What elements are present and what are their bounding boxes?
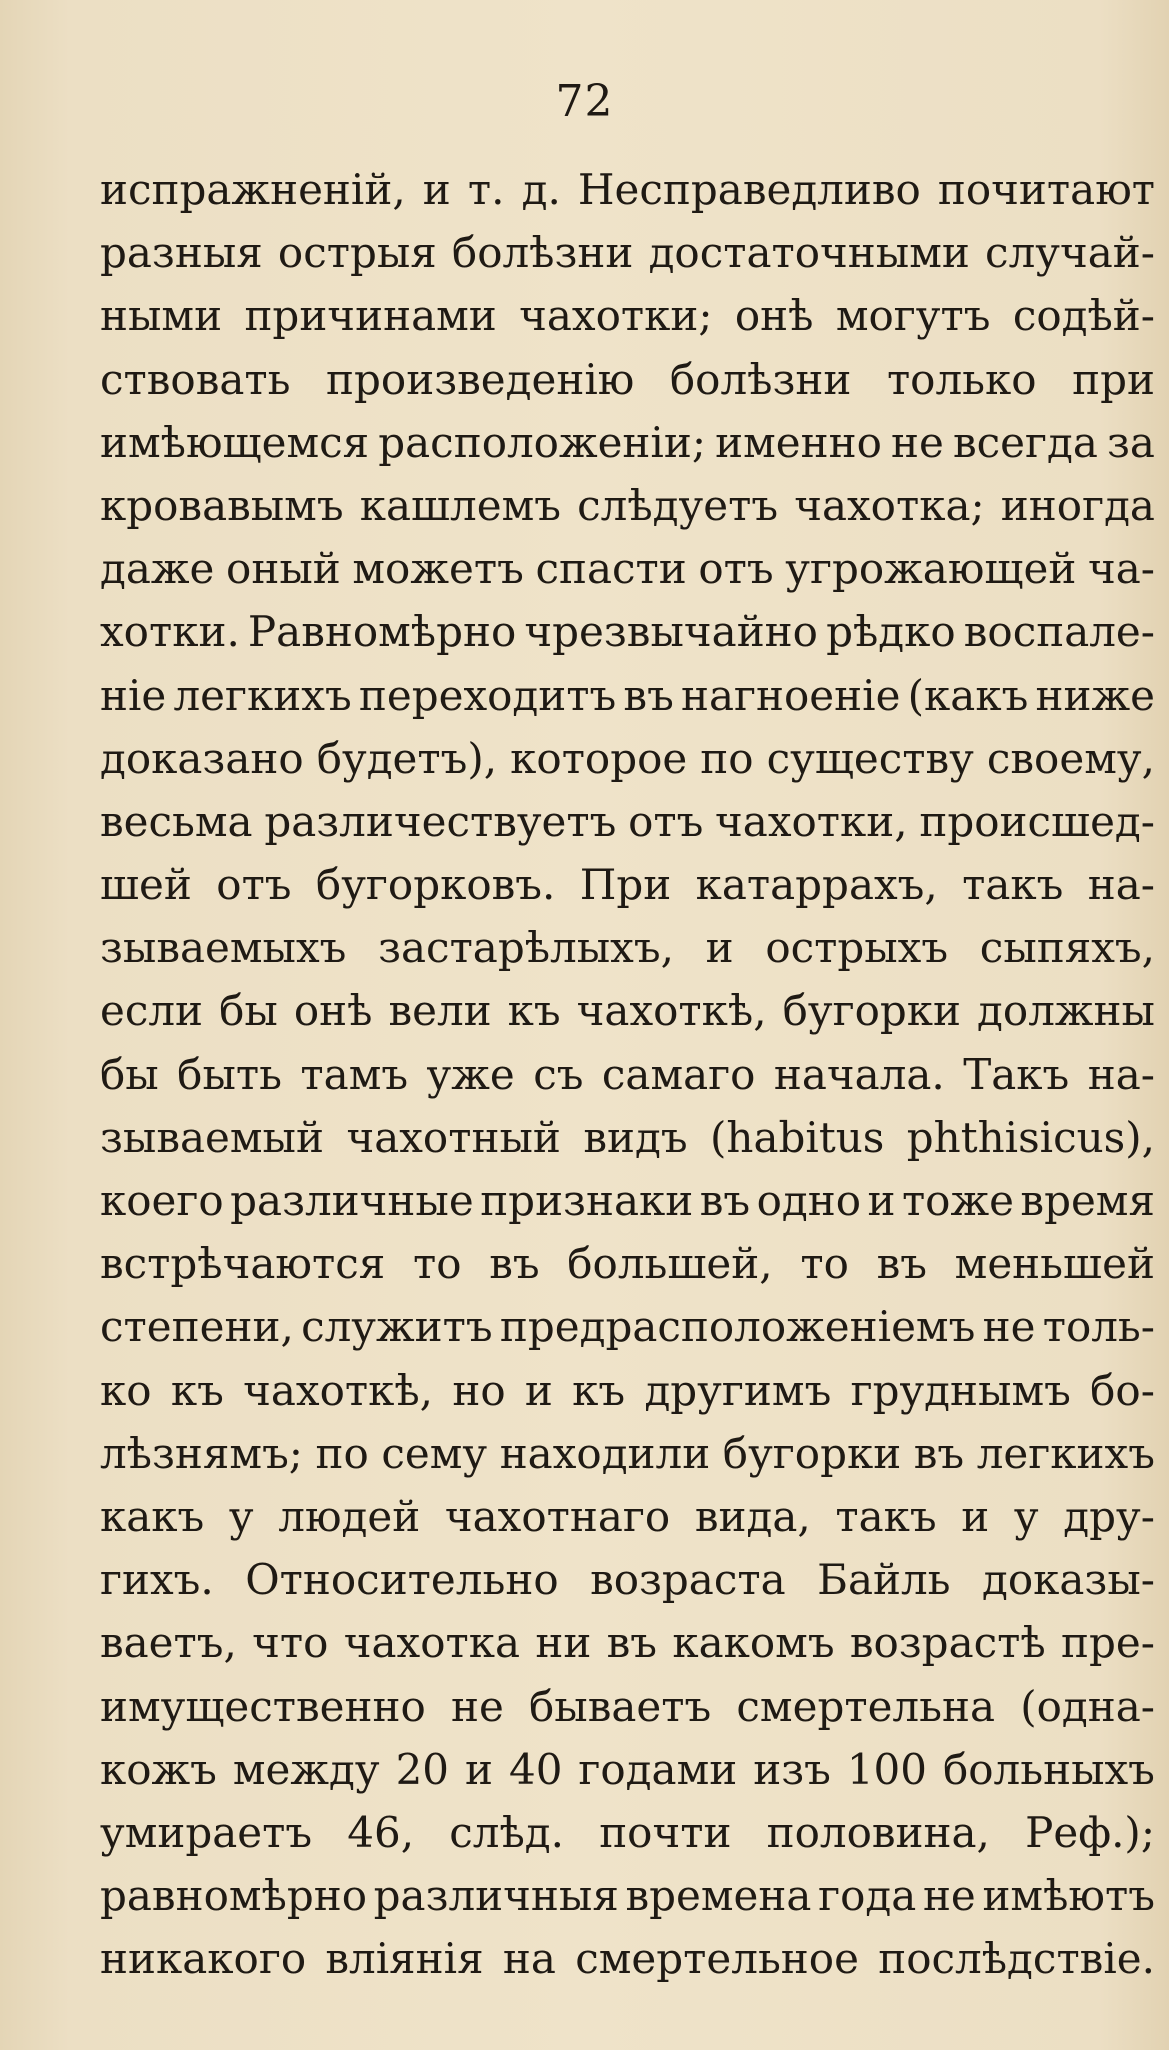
text-line: хотки. Равномѣрно чрезвычайно рѣдко воспале- — [100, 607, 1155, 657]
text-line: кровавымъ кашлемъ слѣдуетъ чахотка; иногда — [100, 480, 1155, 530]
text-line: умираетъ 46, слѣд. почти половина, Реф.); — [100, 1807, 1155, 1857]
text-line: зываемый чахотный видъ (habitus phthisicus), — [100, 1112, 1155, 1162]
text-line: разныя острыя болѣзни достаточными случай- — [100, 228, 1155, 278]
text-line: бы быть тамъ уже съ самаго начала. Такъ на- — [100, 1049, 1155, 1099]
text-line: доказано будетъ), которое по существу своему, — [100, 733, 1155, 783]
text-line: если бы онѣ вели къ чахоткѣ, бугорки должны — [100, 986, 1155, 1036]
text-line: ваетъ, что чахотка ни въ какомъ возрастѣ пре- — [100, 1618, 1155, 1668]
text-line: какъ у людей чахотнаго вида, такъ и у дру- — [100, 1491, 1155, 1541]
text-line: ствовать произведенію болѣзни только при — [100, 354, 1155, 404]
text-line: даже оный можетъ спасти отъ угрожающей ча- — [100, 544, 1155, 594]
text-line: равномѣрно различныя времена года не имѣютъ — [100, 1871, 1155, 1921]
text-line: лѣзнямъ; по сему находили бугорки въ легкихъ — [100, 1428, 1155, 1478]
text-line: никакого вліянія на смертельное послѣдствіе. — [100, 1934, 1155, 1984]
text-line: гихъ. Относительно возраста Байль доказы- — [100, 1555, 1155, 1605]
text-line: имѣющемся расположеніи; именно не всегда за — [100, 417, 1155, 467]
text-line: встрѣчаются то въ большей, то въ меньшей — [100, 1239, 1155, 1289]
text-line: ніе легкихъ переходитъ въ нагноеніе (какъ ниже — [100, 670, 1155, 720]
text-line: коего различные признаки въ одно и тоже время — [100, 1176, 1155, 1225]
text-line: ными причинами чахотки; онѣ могутъ содѣй- — [100, 291, 1155, 341]
body-text — [100, 158, 1155, 1990]
text-line: имущественно не бываетъ смертельна (одна- — [100, 1681, 1155, 1731]
text-line: весьма различествуетъ отъ чахотки, происшед- — [100, 796, 1155, 846]
text-line: ко къ чахоткѣ, но и къ другимъ груднымъ бо- — [100, 1365, 1155, 1415]
text-line: кожъ между 20 и 40 годами изъ 100 больныхъ — [100, 1744, 1155, 1794]
text-line: шей отъ бугорковъ. При катаррахъ, такъ на- — [100, 860, 1155, 910]
text-line: степени, служитъ предрасположеніемъ не толь- — [100, 1302, 1155, 1352]
page-number: 72 — [555, 76, 614, 127]
text-line: испражненій, и т. д. Несправедливо почитают — [100, 165, 1155, 214]
text-line: зываемыхъ застарѣлыхъ, и острыхъ сыпяхъ, — [100, 923, 1155, 973]
